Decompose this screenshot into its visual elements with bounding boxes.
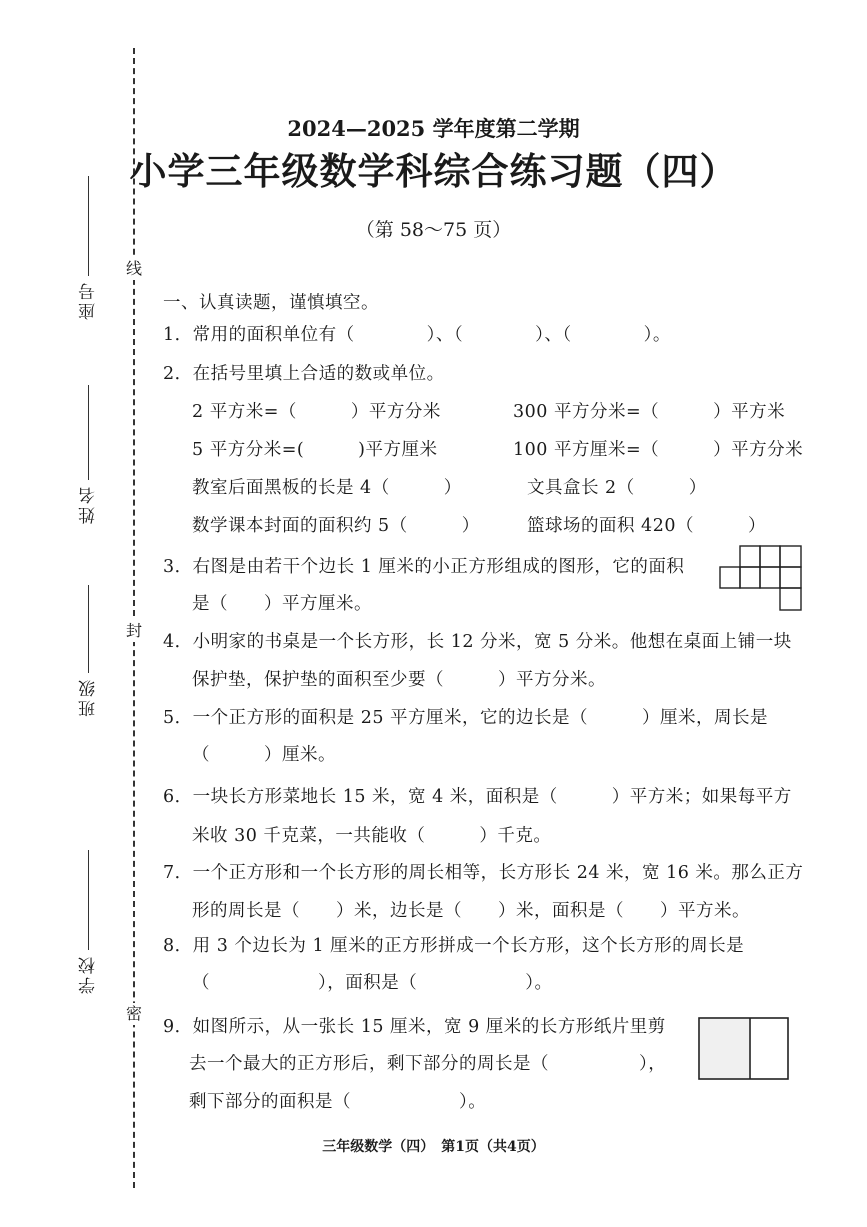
name-blank-line[interactable] (88, 385, 89, 480)
binding-word-mi: 密 (125, 1004, 142, 1023)
class-label: 班级 (78, 677, 99, 717)
q2-item-b: 300 平方分米=（ ）平方米 (513, 402, 786, 422)
class-field[interactable] (66, 585, 110, 717)
school-field[interactable] (66, 850, 110, 994)
question-8: 8．用 3 个边长为 1 厘米的正方形拼成一个长方形，这个长方形的周长是 (163, 936, 745, 956)
page-range: （第 58～75 页） (355, 219, 512, 241)
question-7-cont: 形的周长是（ ）米，边长是（ ）米，面积是（ ）平方米。 (192, 901, 750, 921)
question-6-cont: 米收 30 千克菜，一共能收（ ）千克。 (192, 826, 552, 846)
page-title: 小学三年级数学科综合练习题（四） (129, 150, 738, 193)
q2-item-c: 5 平方分米=( )平方厘米 (192, 440, 438, 460)
school-label: 学校 (78, 954, 99, 994)
question-3: 3．右图是由若干个边长 1 厘米的小正方形组成的图形，它的面积 (163, 557, 685, 577)
question-4-cont: 保护垫，保护垫的面积至少要（ ）平方分米。 (192, 670, 606, 690)
school-blank-line[interactable] (88, 850, 89, 950)
q2-item-e: 教室后面黑板的长是 4（ ） (192, 478, 462, 498)
question-5: 5．一个正方形的面积是 25 平方厘米，它的边长是（ ）厘米，周长是 (163, 708, 769, 728)
question-4: 4．小明家的书桌是一个长方形，长 12 分米，宽 5 分米。他想在桌面上铺一块 (163, 632, 792, 652)
section-heading: 一、认真读题，谨慎填空。 (163, 293, 379, 313)
seat-label: 座号 (78, 280, 99, 320)
cut-rectangle-figure (698, 1017, 790, 1081)
name-label: 姓名 (78, 484, 99, 524)
question-6: 6．一块长方形菜地长 15 米，宽 4 米，面积是（ ）平方米；如果每平方 (163, 787, 792, 807)
term-heading: 2024—2025 学年度第二学期 (287, 116, 580, 141)
question-1: 1．常用的面积单位有（ ）、（ ）、（ ）。 (163, 325, 671, 345)
question-5-cont: （ ）厘米。 (192, 745, 336, 765)
q2-item-g: 数学课本封面的面积约 5（ ） (192, 516, 480, 536)
name-field[interactable] (66, 385, 110, 524)
q2-item-h: 篮球场的面积 420（ ） (527, 516, 766, 536)
question-7: 7．一个正方形和一个长方形的周长相等，长方形长 24 米，宽 16 米。那么正方 (163, 863, 804, 883)
seat-field[interactable] (66, 176, 110, 320)
square-grid-figure (719, 545, 803, 612)
question-9-cont-2: 剩下部分的面积是（ ）。 (189, 1092, 487, 1112)
binding-word-feng: 封 (125, 621, 142, 640)
binding-word-xian: 线 (125, 259, 142, 278)
question-3-cont: 是（ ）平方厘米。 (192, 594, 372, 614)
question-8-cont: （ ），面积是（ ）。 (192, 973, 553, 993)
page-footer: 三年级数学（四） 第1页（共4页） (322, 1139, 545, 1155)
class-blank-line[interactable] (88, 585, 89, 673)
question-2: 2．在括号里填上合适的数或单位。 (163, 364, 445, 384)
question-9-cont: 去一个最大的正方形后，剩下部分的周长是（ ）， (189, 1054, 667, 1074)
q2-item-d: 100 平方厘米=（ ）平方分米 (513, 440, 804, 460)
q2-item-f: 文具盒长 2（ ） (527, 478, 707, 498)
question-9: 9．如图所示，从一张长 15 厘米，宽 9 厘米的长方形纸片里剪 (163, 1017, 666, 1037)
q2-item-a: 2 平方米=（ ）平方分米 (192, 402, 441, 422)
